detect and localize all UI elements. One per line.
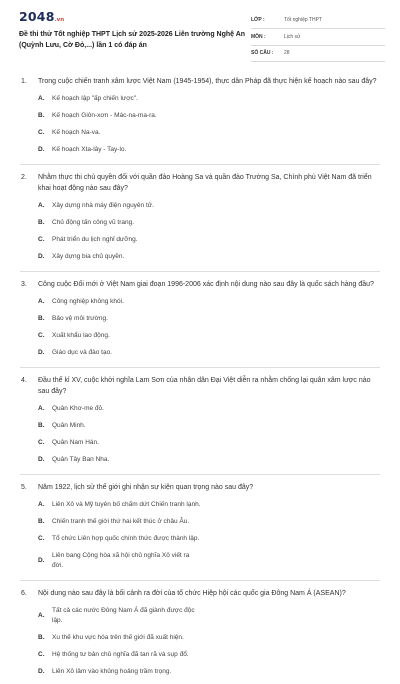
question-text: Trong cuộc chiến tranh xâm lược Việt Nam (1945-1954), thực dân Pháp đã thực hiện kế hoạch nào sau đây? xyxy=(38,78,377,85)
option-d[interactable] xyxy=(38,455,210,465)
option-d[interactable] xyxy=(38,145,210,155)
question-divider xyxy=(20,271,380,272)
option-c[interactable] xyxy=(38,534,210,544)
option-letter: D. xyxy=(38,253,45,260)
info-label: LỚP : xyxy=(251,12,282,29)
option-text: Kế hoạch Giôn-xơn - Mác-na-ma-ra. xyxy=(52,112,157,119)
question-text: Năm 1922, lịch sử thế giới ghi nhận sự kiện quan trọng nào sau đây? xyxy=(38,484,254,491)
question-number: 3. xyxy=(21,281,27,288)
question-text: Nội dung nào sau đây là bối cảnh ra đời của tổ chức Hiệp hội các quốc gia Đông Nam Á (ASEAN)? xyxy=(38,590,346,597)
option-list xyxy=(38,404,380,472)
option-a[interactable] xyxy=(38,606,210,626)
question-number: 1. xyxy=(21,78,27,85)
option-letter: A. xyxy=(38,405,45,412)
option-letter: C. xyxy=(38,236,45,243)
option-text: Xuất khẩu lao động. xyxy=(52,332,110,339)
info-value: 28 xyxy=(282,45,385,62)
question-divider xyxy=(20,580,380,581)
option-letter: B. xyxy=(38,219,45,226)
option-text: Công nghiệp không khói. xyxy=(52,298,124,305)
question-4 xyxy=(0,375,400,472)
option-letter: D. xyxy=(38,349,45,356)
question-6 xyxy=(0,588,400,684)
option-text: Liên bang Cộng hòa xã hội chủ nghĩa Xô viết ra đời. xyxy=(52,552,190,569)
option-text: Xây dựng nhà máy điện nguyên tử. xyxy=(52,202,154,209)
option-letter: C. xyxy=(38,129,45,136)
logo-suffix: .vn xyxy=(54,17,65,23)
question-text: Công cuộc Đổi mới ở Việt Nam giai đoạn 1996-2006 xác định nội dung nào sau đây là quốc sách hàng đầu? xyxy=(38,281,374,288)
option-letter: C. xyxy=(38,535,45,542)
question-1 xyxy=(0,76,400,162)
option-b[interactable] xyxy=(38,421,210,431)
option-a[interactable] xyxy=(38,297,210,307)
info-value: Tốt nghiệp THPT xyxy=(282,12,385,29)
option-a[interactable] xyxy=(38,94,210,104)
option-text: Quân Tây Ban Nha. xyxy=(52,456,110,463)
question-divider xyxy=(20,367,380,368)
option-letter: D. xyxy=(38,146,45,153)
question-5 xyxy=(0,482,400,578)
option-text: Chiến tranh thế giới thứ hai kết thúc ở châu Âu. xyxy=(52,518,190,525)
option-b[interactable] xyxy=(38,218,210,228)
option-text: Quân Minh. xyxy=(52,422,86,429)
question-divider xyxy=(20,474,380,475)
option-c[interactable] xyxy=(38,438,210,448)
option-text: Hệ thống tư bản chủ nghĩa đã tan rã và sụp đổ. xyxy=(52,651,189,658)
option-letter: A. xyxy=(38,202,45,209)
option-text: Chủ động tấn công vũ trang. xyxy=(52,219,135,226)
option-text: Xu thế khu vực hóa trên thế giới đã xuất hiện. xyxy=(52,634,184,641)
question-number: 2. xyxy=(21,174,27,181)
question-divider xyxy=(20,164,380,165)
option-letter: A. xyxy=(38,95,45,102)
option-list xyxy=(38,606,380,684)
option-text: Quân Nam Hán. xyxy=(52,439,99,446)
info-row-class xyxy=(251,12,385,29)
option-b[interactable] xyxy=(38,314,210,324)
option-text: Quân Khơ-me đỏ. xyxy=(52,405,104,412)
exam-title: Đề thi thử Tốt nghiệp THPT Lịch sử 2025-2026 Liên trường Nghệ An (Quỳnh Lưu, Cờ Đỏ,...) lần 1 có đáp án xyxy=(19,31,246,49)
option-text: Kế hoạch Xta-lây - Tay-lo. xyxy=(52,146,127,153)
option-d[interactable] xyxy=(38,551,210,571)
info-row-subject xyxy=(251,29,385,46)
option-a[interactable] xyxy=(38,201,210,211)
option-letter: D. xyxy=(38,456,45,463)
option-b[interactable] xyxy=(38,633,210,643)
info-value: Lịch sử xyxy=(282,29,385,46)
question-text: Nhằm thực thi chủ quyền đối với quần đảo Hoàng Sa và quần đảo Trường Sa, Chính phủ Việt Nam đã triển khai hoạt động nào sau đây? xyxy=(38,174,372,192)
option-text: Giáo dục và đào tạo. xyxy=(52,349,112,356)
info-label: SỐ CÂU : xyxy=(251,45,282,62)
option-letter: C. xyxy=(38,651,45,658)
option-letter: D. xyxy=(38,668,45,675)
option-text: Tất cả các nước Đông Nam Á đã giành được độc lập. xyxy=(52,607,195,624)
option-a[interactable] xyxy=(38,500,210,510)
option-letter: A. xyxy=(38,612,45,619)
info-label: MÔN : xyxy=(251,29,282,46)
option-text: Bảo vệ môi trường. xyxy=(52,315,108,322)
option-letter: A. xyxy=(38,298,45,305)
option-text: Phát triển du lịch nghỉ dưỡng. xyxy=(52,236,138,243)
option-text: Liên Xô và Mỹ tuyên bố chấm dứt Chiến tranh lạnh. xyxy=(52,501,201,508)
option-letter: B. xyxy=(38,518,45,525)
option-text: Liên Xô lâm vào khủng hoảng trầm trọng. xyxy=(52,668,172,675)
option-d[interactable] xyxy=(38,667,210,677)
option-text: Kế hoạch lập "ấp chiến lược". xyxy=(52,95,138,102)
option-b[interactable] xyxy=(38,517,210,527)
option-c[interactable] xyxy=(38,128,210,138)
option-d[interactable] xyxy=(38,252,210,262)
exam-info-table xyxy=(251,12,385,62)
option-text: Tổ chức Liên hợp quốc chính thức được thành lập. xyxy=(52,535,200,542)
option-letter: C. xyxy=(38,332,45,339)
option-letter: A. xyxy=(38,501,45,508)
option-text: Xây dựng bia chủ quyền. xyxy=(52,253,125,260)
question-list xyxy=(0,76,400,684)
question-2 xyxy=(0,172,400,269)
option-list xyxy=(38,94,380,162)
option-c[interactable] xyxy=(38,650,210,660)
option-letter: B. xyxy=(38,634,45,641)
question-number: 4. xyxy=(21,377,27,384)
option-letter: B. xyxy=(38,112,45,119)
question-text: Đầu thế kỉ XV, cuộc khởi nghĩa Lam Sơn của nhân dân Đại Việt diễn ra nhằm chống lại quân xâm lược nào sau đây? xyxy=(38,377,371,395)
option-c[interactable] xyxy=(38,331,210,341)
info-row-question-count xyxy=(251,45,385,62)
question-3 xyxy=(0,279,400,365)
option-list xyxy=(38,297,380,365)
option-c[interactable] xyxy=(38,235,210,245)
document-header xyxy=(0,0,400,66)
option-list xyxy=(38,201,380,269)
option-d[interactable] xyxy=(38,348,210,358)
option-letter: D. xyxy=(38,557,45,564)
option-text: Kế hoạch Na-va. xyxy=(52,129,101,136)
option-letter: B. xyxy=(38,422,45,429)
question-number: 6. xyxy=(21,590,27,597)
question-number: 5. xyxy=(21,484,27,491)
option-letter: B. xyxy=(38,315,45,322)
logo-text: 2048 xyxy=(19,9,55,24)
option-list xyxy=(38,500,380,578)
option-b[interactable] xyxy=(38,111,210,121)
option-letter: C. xyxy=(38,439,45,446)
site-logo[interactable] xyxy=(19,9,64,24)
option-a[interactable] xyxy=(38,404,210,414)
